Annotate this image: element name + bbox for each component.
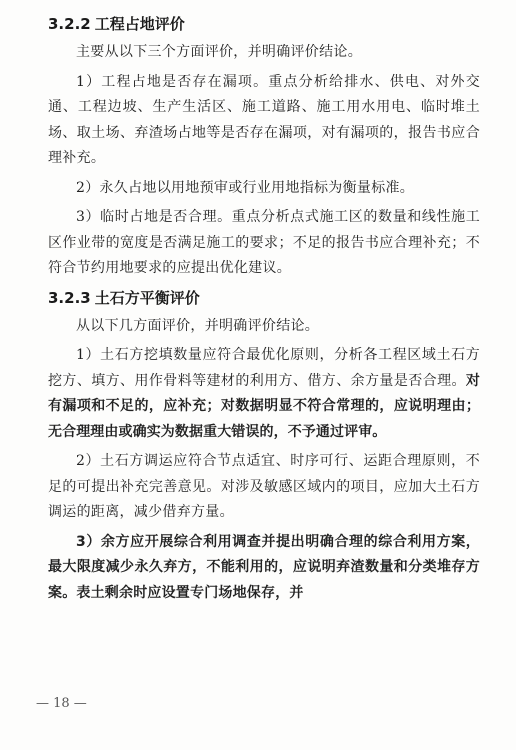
paragraph: 1）工程占地是否存在漏项。重点分析给排水、供电、对外交通、工程边坡、生产生活区、施工道路、施工用水用电、临时堆土场、取土场、弃渣场占地等是否存在漏项，对有漏项的，报告书应合理补充。 — [48, 73, 480, 166]
paragraph: 3）临时占地是否合理。重点分析点式施工区的数量和线性施工区作业带的宽度是否满足施工的要求；不足的报告书应合理补充；不符合节约用地要求的应提出优化建议。 — [48, 209, 480, 276]
page-number: — 18 — — [36, 696, 87, 711]
page-content — [48, 10, 480, 610]
section-number: 3.2.3 — [48, 288, 91, 307]
paragraph-text: 1）土石方挖填数量应符合最优化原则，分析各工程区域土石方挖方、填方、用作骨料等建材的利用方、借方、余方量是否合理。 — [48, 347, 480, 389]
paragraph: 2）永久占地以用地预审或行业用地指标为衡量标准。 — [76, 179, 415, 196]
section-title: 工程占地评价 — [94, 15, 185, 33]
section-number: 3.2.2 — [48, 15, 91, 33]
section-heading-3-2-2 — [48, 12, 480, 36]
paragraph: 主要从以下三个方面评价，并明确评价结论。 — [76, 44, 362, 60]
paragraph: 2）土石方调运应符合节点适宜、时序可行、运距合理原则，不足的可提出补充完善意见。对涉及敏感区域内的项目，应加大土石方调运的距离，减少借弃方量。 — [48, 453, 480, 520]
paragraph-bold: 3）余方应开展综合利用调查并提出明确合理的综合利用方案，最大限度减少永久弃方，不能利用的，应说明弃渣数量和分类堆存方案。表土剩余时应设置专门场地保存，并 — [48, 533, 480, 601]
paragraph-bold-text: 对有漏项和不足的，应补充；对数据明显不符合常理的，应说明理由；无合理理由或确实为数据重大错误的，不予通过评审。 — [48, 372, 480, 440]
paragraph — [48, 343, 480, 445]
section-heading-3-2-3 — [48, 286, 480, 310]
section-title: 土石方平衡评价 — [94, 288, 200, 307]
paragraph: 从以下几方面评价，并明确评价结论。 — [76, 317, 320, 334]
